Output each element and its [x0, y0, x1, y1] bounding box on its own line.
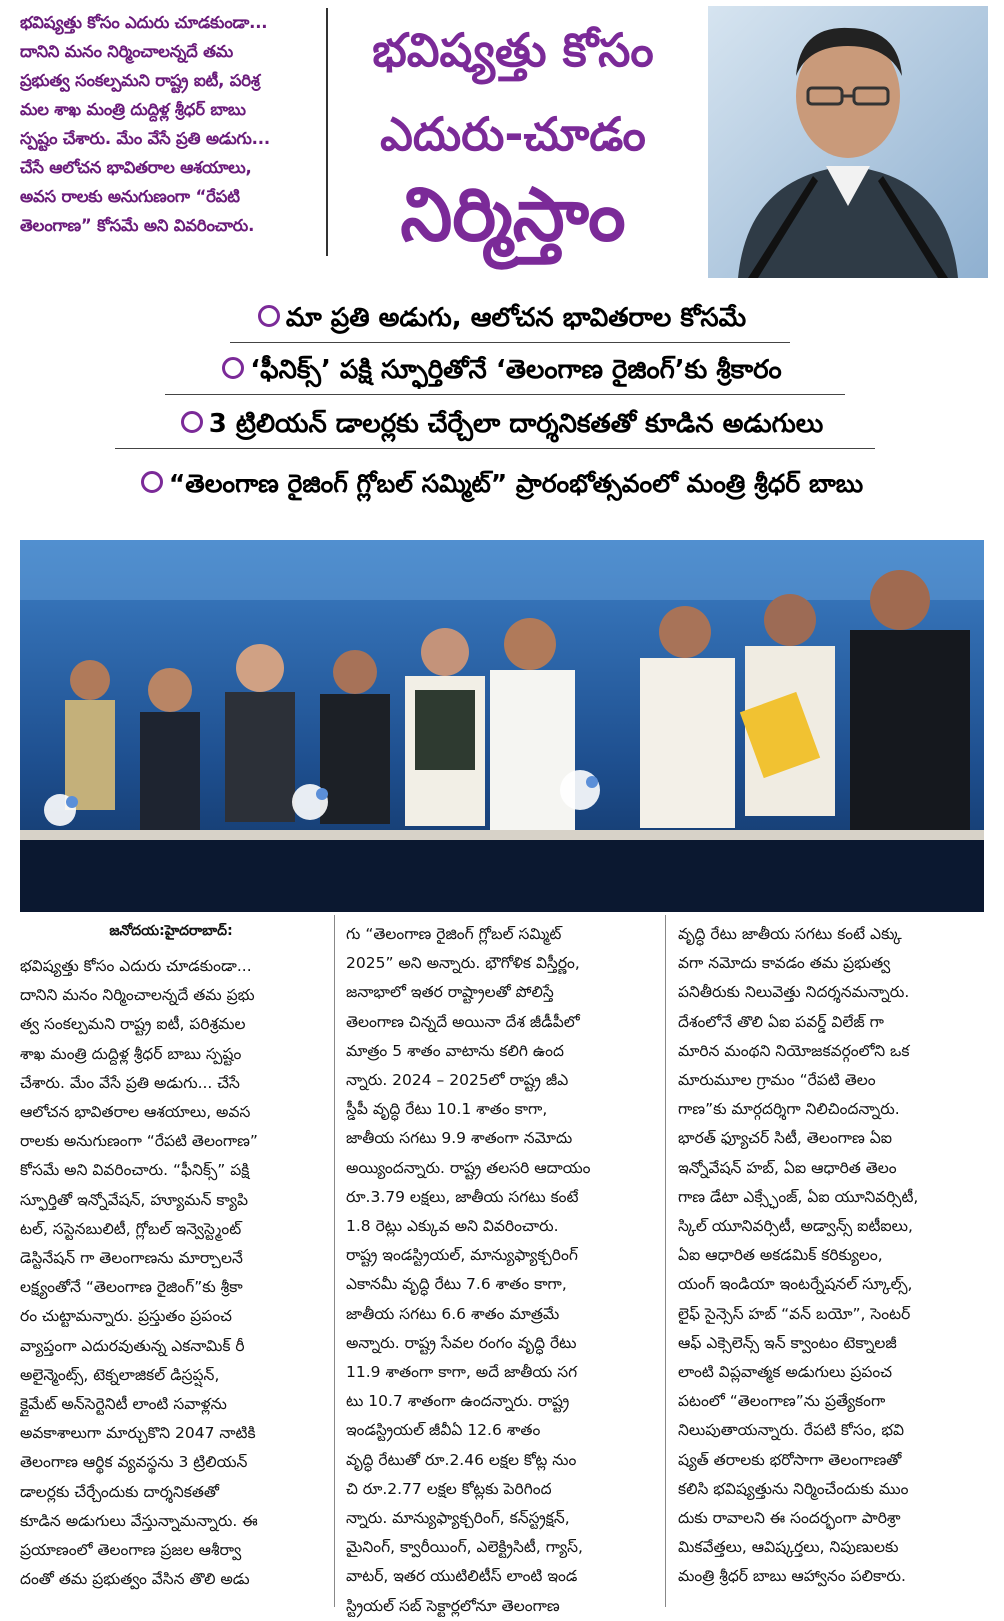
bullet-text: “తెలంగాణ రైజింగ్ గ్లోబల్ సమ్మిట్” ప్రారంభోత్సవంలో మంత్రి శ్రీధర్ బాబు	[168, 469, 864, 498]
article-line: నిలుపుతాయన్నారు. రేపటి కోసం, భవి	[678, 1421, 905, 1440]
article-line: స్ట్రియల్ సబ్ సెక్టార్లలోనూ తెలంగాణ	[346, 1596, 560, 1615]
article-line: కూడిన అడుగులు వేస్తున్నామన్నారు. ఈ	[20, 1511, 258, 1530]
article-line: న్నారు. మాన్యుఫ్యాక్చరింగ్, కన్‌స్ట్రక్షన్,	[346, 1509, 570, 1528]
intro-line: అవస రాలకు అనుగుణంగా “రేపటి	[20, 187, 240, 206]
intro-line: తెలంగాణ” కోసమే అని వివరించారు.	[20, 216, 255, 235]
summit-stage-photo	[20, 540, 984, 912]
article-line: లైఫ్ సైన్సెస్ హబ్ “వన్ బయో”, సెంటర్	[678, 1304, 911, 1323]
article-line: దేశంలోనే తొలి ఏఐ పవర్డ్ విలేజ్ గా	[678, 1012, 884, 1031]
bullet-circle-icon	[141, 471, 163, 493]
column-divider	[334, 915, 335, 1607]
article-line: ఆలోచన భావితరాల ఆశయాలు, అవస	[20, 1103, 251, 1122]
summit-stage-illustration	[20, 540, 984, 912]
bullet-circle-icon	[258, 305, 280, 327]
intro-line: భవిష్యత్తు కోసం ఎదురు చూడకుండా...	[20, 13, 268, 32]
article-line: చి రూ.2.77 లక్షల కోట్లకు పెరిగింద	[346, 1479, 552, 1498]
article-line: క్లైమేట్ అన్‌సెర్టెనిటీ లాంటి సవాళ్లను	[20, 1395, 227, 1414]
article-line: రం చుట్టామన్నారు. ప్రస్తుతం ప్రపంచ	[20, 1307, 232, 1326]
article-line: జనాభాలో ఇతర రాష్ట్రాలతో పోలిస్తే	[346, 983, 554, 1002]
article-line: మంత్రి శ్రీధర్ బాబు ఆహ్వానం పలికారు.	[678, 1567, 906, 1586]
article-line: స్ఫూర్తితో ఇన్నోవేషన్, హ్యూమన్ క్యాపి	[20, 1190, 248, 1209]
intro-line: ప్రభుత్వ సంకల్పమని రాష్ట్ర ఐటీ, పరిశ్ర	[20, 71, 260, 90]
bullet-divider	[230, 342, 790, 343]
article-line: వాటర్, ఇతర యుటిలిటీస్ లాంటి ఇండ	[346, 1567, 578, 1586]
article-line: అవకాశాలుగా మార్చుకొని 2047 నాటికి	[20, 1424, 256, 1443]
article-column-2	[346, 920, 652, 1621]
article-line: మారిన మంథని నియోజకవర్గంలోని ఒక	[678, 1041, 910, 1060]
article-line: వృద్ధి రేటు జాతీయ సగటు కంటే ఎక్కు	[678, 925, 902, 943]
article-line: గు “తెలంగాణ రైజింగ్ గ్లోబల్ సమ్మిట్	[346, 925, 562, 943]
minister-portrait-photo	[708, 6, 988, 278]
bullet-divider	[115, 448, 875, 449]
article-line: న్నారు. 2024 – 2025లో రాష్ట్ర జీఎ	[346, 1071, 569, 1090]
article-line: ఆఫ్ ఎక్సెలెన్స్ ఇన్ క్వాంటం టెక్నాలజీ	[678, 1333, 897, 1352]
highlight-bullet	[20, 350, 984, 390]
article-column-3	[678, 920, 984, 1592]
article-line: మైనింగ్, క్వారీయింగ్, ఎలెక్ట్రిసిటీ, గ్యాస్,	[346, 1538, 583, 1557]
article-line: కలిసి భవిష్యత్తును నిర్మించేందుకు ముం	[678, 1479, 909, 1498]
article-line: 11.9 శాతంగా కాగా, అదే జాతీయ సగ	[346, 1363, 578, 1382]
article-line: టు 10.7 శాతంగా ఉందన్నారు. రాష్ట్ర	[346, 1392, 570, 1411]
article-line: భారత్ ఫ్యూచర్ సిటీ, తెలంగాణ ఏఐ	[678, 1129, 892, 1148]
article-line: దానిని మనం నిర్మించాలన్నదే తమ ప్రభు	[20, 986, 255, 1005]
article-line: యంగ్ ఇండియా ఇంటర్నేషనల్ స్కూల్స్,	[678, 1275, 913, 1294]
article-line: ష్యత్ తరాలకు భరోసాగా తెలంగాణతో	[678, 1450, 902, 1469]
article-line: గాణ డేటా ఎక్స్ఛేంజ్, ఏఐ యూనివర్సిటీ,	[678, 1187, 919, 1206]
article-line: ఎకానమీ వృద్ధి రేటు 7.6 శాతం కాగా,	[346, 1275, 567, 1294]
article-line: భవిష్యత్తు కోసం ఎదురు చూడకుండా...	[20, 957, 252, 975]
column-divider	[665, 915, 666, 1607]
bullet-divider	[165, 394, 845, 395]
article-line: ఏఐ ఆధారిత అకడమిక్ కరిక్యులం,	[678, 1246, 883, 1265]
article-line: డెస్టినేషన్ గా తెలంగాణను మార్చాలనే	[20, 1249, 243, 1268]
article-line: రాలకు అనుగుణంగా “రేపటి తెలంగాణ”	[20, 1132, 258, 1151]
article-line: దంతో తమ ప్రభుత్వం వేసిన తొలి అడు	[20, 1570, 250, 1589]
headline-line-1: భవిష్యత్తు కోసం	[372, 23, 654, 77]
article-line: మికవేత్తలు, ఆవిష్కర్తలు, నిపుణులకు	[678, 1538, 899, 1557]
bullet-text: 3 ట్రిలియన్ డాలర్లకు చేర్చేలా దార్శనికతతో కూడిన అడుగులు	[208, 409, 824, 439]
bullet-circle-icon	[181, 411, 203, 433]
article-line: ప్రయాణంలో తెలంగాణ ప్రజల ఆశీర్వా	[20, 1541, 242, 1560]
article-line: డాలర్లకు చేర్చేందుకు దార్శనికతతో	[20, 1482, 220, 1501]
article-column-1	[20, 920, 322, 1594]
highlight-bullet	[20, 464, 984, 504]
headline-line-2: ఎదురు-చూడం	[380, 107, 646, 161]
article-line: స్డీపీ వృద్ధి రేటు 10.1 శాతం కాగా,	[346, 1100, 548, 1119]
article-line: వగా నమోదు కావడం తమ ప్రభుత్వ	[678, 954, 891, 973]
article-line: లాంటి విప్లవాత్మక అడుగులు ప్రపంచ	[678, 1363, 893, 1382]
article-line: మాత్రం 5 శాతం వాటాను కలిగి ఉంద	[346, 1041, 564, 1060]
intro-line: చేసే ఆలోచన భావితరాల ఆశయాలు,	[20, 158, 252, 177]
article-line: స్కిల్ యూనివర్సిటీ, అడ్వాన్స్ ఐటీఐలు,	[678, 1217, 913, 1236]
article-line: అయ్యిందన్నారు. రాష్ట్ర తలసరి ఆదాయం	[346, 1158, 591, 1177]
intro-paragraph	[20, 8, 322, 240]
intro-line: స్పష్టం చేశారు. మేం వేసే ప్రతి అడుగు...	[20, 129, 270, 148]
article-line: జాతీయ సగటు 6.6 శాతం మాత్రమే	[346, 1304, 560, 1323]
intro-line: దానిని మనం నిర్మించాలన్నదే తమ	[20, 42, 233, 61]
article-line: రూ.3.79 లక్షలు, జాతీయ సగటు కంటే	[346, 1187, 579, 1206]
article-line: అలైన్మెంట్స్, టెక్నలాజికల్ డిస్రప్షన్,	[20, 1365, 220, 1384]
article-line: ఇన్నోవేషన్ హబ్, ఏఐ ఆధారిత తెలం	[678, 1158, 897, 1177]
article-line: చేశారు. మేం వేసే ప్రతి అడుగు... చేసే	[20, 1073, 240, 1092]
article-line: తెలంగాణ చిన్నదే అయినా దేశ జీడీపీలో	[346, 1012, 580, 1031]
article-line: లక్ష్యంతోనే “తెలంగాణ రైజింగ్”కు శ్రీకా	[20, 1278, 243, 1297]
bullet-text: ‘ఫీనిక్స్’ పక్షి స్ఫూర్తితోనే ‘తెలంగాణ రైజింగ్’కు శ్రీకారం	[250, 355, 782, 385]
article-line: వృద్ధి రేటుతో రూ.2.46 లక్షల కోట్ల నుం	[346, 1450, 577, 1469]
article-line: తెలంగాణ ఆర్థిక వ్యవస్థను 3 ట్రిలియన్	[20, 1453, 248, 1472]
article-line: త్వ సంకల్పమని రాష్ట్ర ఐటీ, పరిశ్రమల	[20, 1015, 246, 1034]
article-line: శాఖ మంత్రి దుద్దిళ్ల శ్రీధర్ బాబు స్పష్టం	[20, 1044, 242, 1063]
article-line: మారుమూల గ్రామం “రేపటి తెలం	[678, 1071, 876, 1090]
bullet-text: మా ప్రతి అడుగు, ఆలోచన భావితరాల కోసమే	[285, 303, 747, 333]
intro-divider	[326, 8, 328, 256]
article-line: 2025” అని అన్నారు. భౌగోళిక విస్తీర్ణం,	[346, 954, 580, 973]
article-line: వ్యాప్తంగా ఎదురవుతున్న ఎకనామిక్ రీ	[20, 1336, 245, 1355]
article-line: 1.8 రెట్లు ఎక్కువ అని వివరించారు.	[346, 1217, 559, 1236]
article-line: రాష్ట్ర ఇండస్ట్రియల్, మాన్యుఫ్యాక్చరింగ్	[346, 1246, 578, 1265]
article-line: పనితీరుకు నిలువెత్తు నిదర్శనమన్నారు.	[678, 983, 910, 1002]
minister-portrait-illustration	[708, 6, 988, 278]
article-line: అన్నారు. రాష్ట్ర సేవల రంగం వృద్ధి రేటు	[346, 1333, 577, 1352]
article-line: దుకు రావాలని ఈ సందర్భంగా పారిశ్రా	[678, 1509, 901, 1528]
dateline: జనోదయ:హైదరాబాద్:	[109, 923, 233, 939]
highlight-bullet	[20, 404, 984, 444]
article-line: పటంలో “తెలంగాణ”ను ప్రత్యేకంగా	[678, 1392, 886, 1411]
article-line: జాతీయ సగటు 9.9 శాతంగా నమోదు	[346, 1129, 573, 1148]
article-line: గాణ”కు మార్గదర్శిగా నిలిచిందన్నారు.	[678, 1100, 900, 1119]
article-line: టల్, సస్టెనబులిటీ, గ్లోబల్ ఇన్వెస్ట్మెంట్	[20, 1219, 242, 1238]
highlight-bullet	[20, 298, 984, 338]
bullet-circle-icon	[222, 357, 244, 379]
article-line: ఇండస్ట్రియల్ జీవీఏ 12.6 శాతం	[346, 1421, 541, 1440]
headline-line-3: నిర్మిస్తాం	[400, 172, 626, 258]
intro-line: మల శాఖ మంత్రి దుద్దిళ్ల శ్రీధర్ బాబు	[20, 100, 246, 119]
article-line: కోసమే అని వివరించారు. “ఫీనిక్స్” పక్షి	[20, 1161, 250, 1180]
